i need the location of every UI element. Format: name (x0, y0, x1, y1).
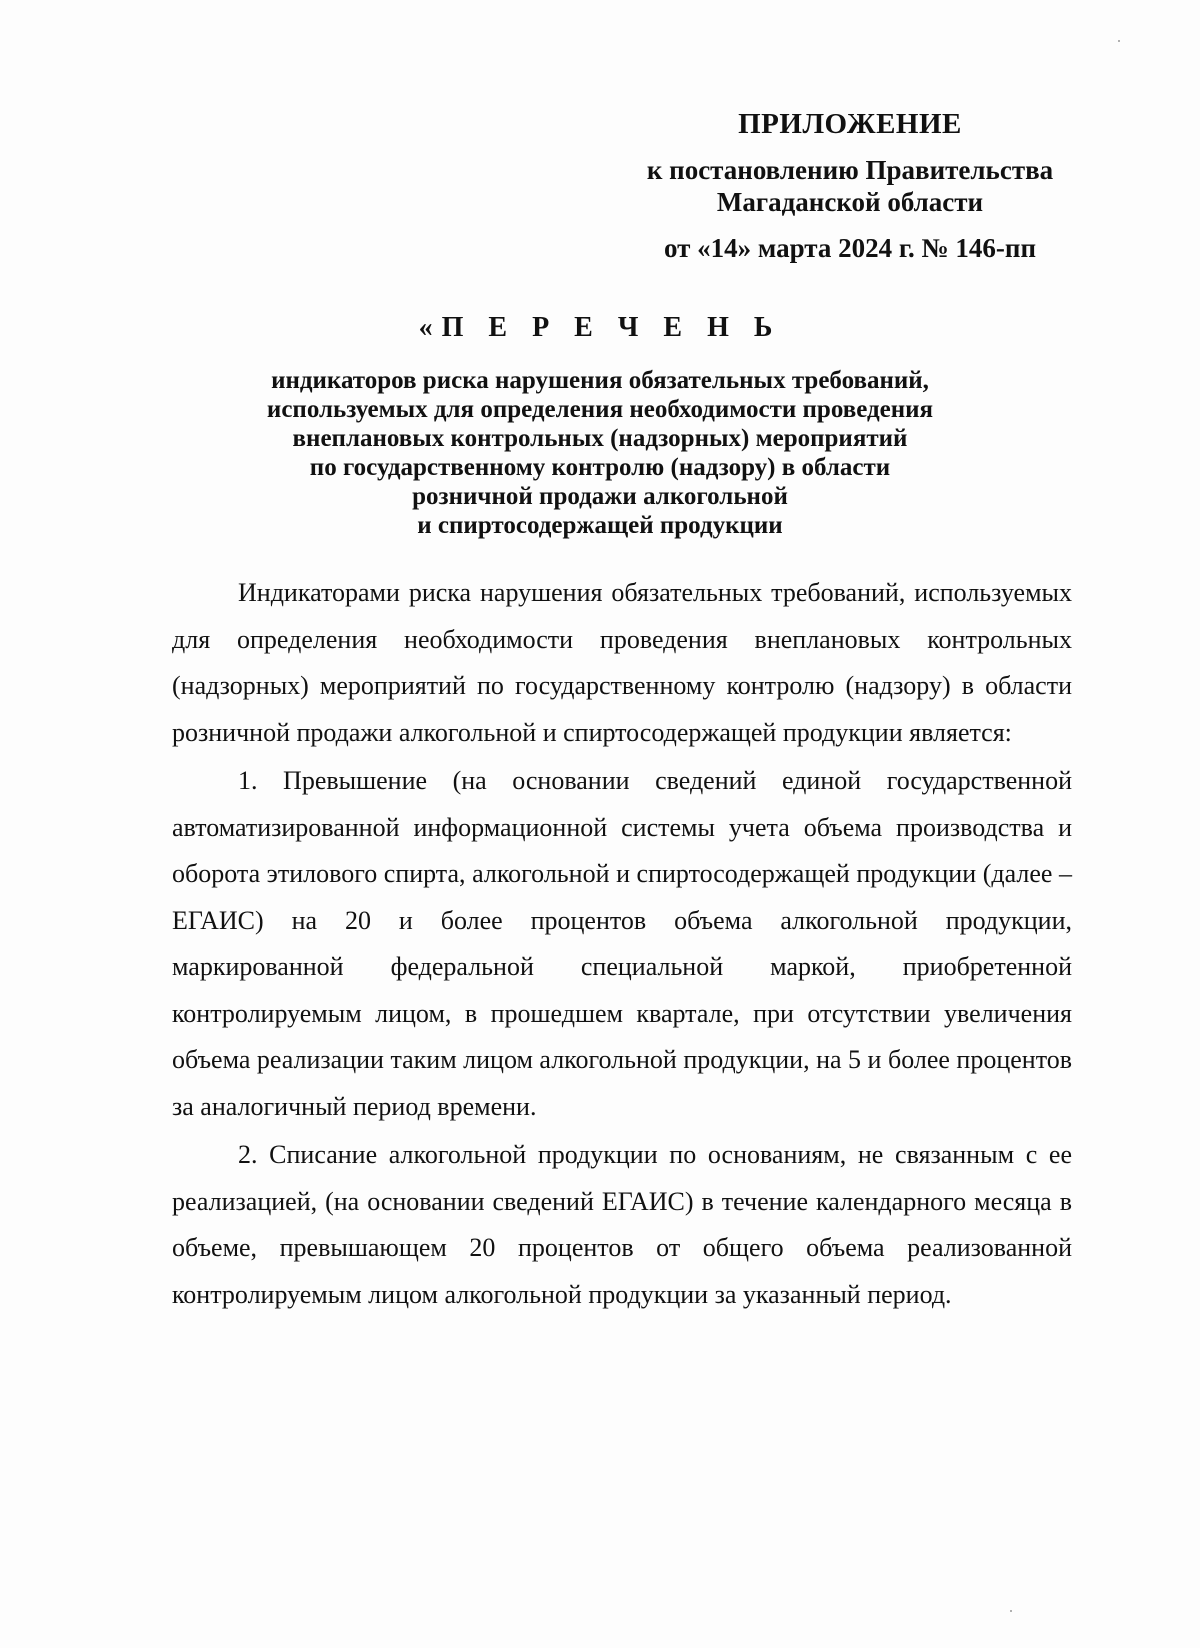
title-main: «П Е Р Е Ч Е Н Ь (418, 312, 782, 343)
body-text (172, 570, 1072, 1318)
subtitle-line: используемых для определения необходимости проведения (266, 396, 934, 423)
subtitle-line: по государственному контролю (надзору) в области (309, 454, 891, 481)
appendix-resolution-line: к постановлению Правительства (646, 155, 1054, 185)
subtitle-line: внеплановых контрольных (надзорных) мероприятий (292, 425, 908, 452)
item-2-paragraph: 2. Списание алкогольной продукции по основаниям, не связанным с ее реализацией, (на основании сведений ЕГАИС) в течение календарного месяца в объеме, превышающем 20 процентов от общего объема реализованной контролируемым лицом алкогольной продукции за указанный период. (172, 1140, 1072, 1309)
document-title (140, 310, 1060, 540)
appendix-date: от «14» марта 2024 г. № 146-пп (663, 233, 1037, 263)
appendix-title: ПРИЛОЖЕНИЕ (738, 108, 962, 140)
item-1-paragraph: 1. Превышение (на основании сведений единой государственной автоматизированной информационной системы учета объема производства и оборота этилового спирта, алкогольной и спиртосодержащей продукции (далее – ЕГАИС) на 20 и более процентов объема алкогольной продукции, маркированной федеральной специальной маркой, приобретенной контролируемым лицом, в прошедшем квартале, при отсутствии увеличения объема реализации таким лицом алкогольной продукции, на 5 и более процентов за аналогичный период времени. (172, 766, 1072, 1121)
subtitle-line: розничной продажи алкогольной (412, 483, 788, 510)
intro-paragraph: Индикаторами риска нарушения обязательных требований, используемых для определения необходимости проведения внеплановых контрольных (надзорных) мероприятий по государственному контролю (надзору) в области розничной продажи алкогольной и спиртосодержащей продукции является: (172, 578, 1072, 747)
subtitle-line: и спиртосодержащей продукции (417, 512, 783, 539)
appendix-header (580, 108, 1120, 264)
subtitle-line: индикаторов риска нарушения обязательных требований, (271, 367, 929, 394)
scan-speck (1010, 1610, 1012, 1612)
scan-speck (1118, 40, 1120, 42)
appendix-region-line: Магаданской области (716, 187, 984, 217)
